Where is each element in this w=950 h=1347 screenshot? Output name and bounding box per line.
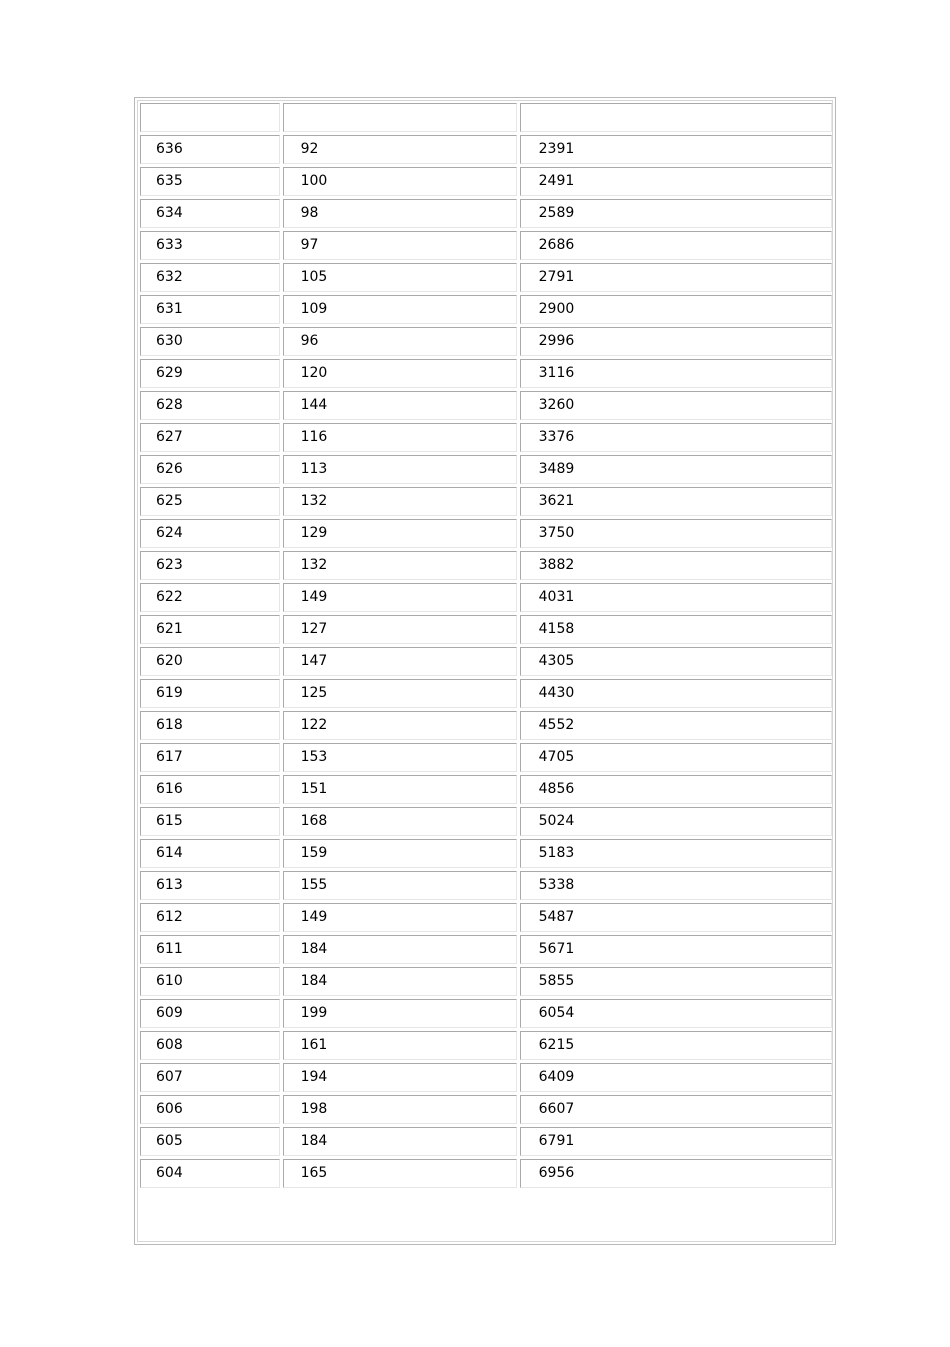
cumulative-cell: 5183	[520, 839, 832, 868]
score-cell: 632	[140, 263, 280, 292]
cumulative-cell: 5487	[520, 903, 832, 932]
cumulative-cell: 4856	[520, 775, 832, 804]
score-cell: 624	[140, 519, 280, 548]
cumulative-cell: 4430	[520, 679, 832, 708]
table-row	[140, 1063, 832, 1092]
table-row	[140, 839, 832, 868]
count-cell: 98	[283, 199, 517, 228]
table-row	[140, 391, 832, 420]
table-row	[140, 551, 832, 580]
count-cell: 120	[283, 359, 517, 388]
score-cell: 617	[140, 743, 280, 772]
table-row	[140, 1095, 832, 1124]
cumulative-cell: 5338	[520, 871, 832, 900]
score-cell: 604	[140, 1159, 280, 1188]
table-row	[140, 295, 832, 324]
count-cell: 113	[283, 455, 517, 484]
score-table	[137, 100, 833, 1191]
score-cell: 618	[140, 711, 280, 740]
count-cell: 96	[283, 327, 517, 356]
cumulative-cell: 2391	[520, 135, 832, 164]
table-row	[140, 679, 832, 708]
table-row	[140, 807, 832, 836]
score-cell: 611	[140, 935, 280, 964]
cumulative-cell: 3882	[520, 551, 832, 580]
count-cell: 129	[283, 519, 517, 548]
count-cell: 149	[283, 903, 517, 932]
count-cell: 144	[283, 391, 517, 420]
score-cell: 612	[140, 903, 280, 932]
count-cell: 155	[283, 871, 517, 900]
count-cell: 159	[283, 839, 517, 868]
table-row	[140, 135, 832, 164]
score-cell: 619	[140, 679, 280, 708]
cumulative-cell: 3116	[520, 359, 832, 388]
table-row	[140, 487, 832, 516]
cumulative-cell: 4031	[520, 583, 832, 612]
count-cell: 149	[283, 583, 517, 612]
cumulative-cell: 3489	[520, 455, 832, 484]
score-cell: 605	[140, 1127, 280, 1156]
cumulative-cell: 6956	[520, 1159, 832, 1188]
cumulative-cell: 2589	[520, 199, 832, 228]
score-cell: 628	[140, 391, 280, 420]
cumulative-cell: 3621	[520, 487, 832, 516]
table-row	[140, 231, 832, 260]
count-cell: 151	[283, 775, 517, 804]
score-table-inner	[137, 100, 833, 1242]
count-cell: 109	[283, 295, 517, 324]
table-header-row	[140, 103, 832, 132]
count-cell: 132	[283, 487, 517, 516]
score-cell: 625	[140, 487, 280, 516]
score-cell: 613	[140, 871, 280, 900]
count-cell: 116	[283, 423, 517, 452]
table-row	[140, 711, 832, 740]
cumulative-cell: 6215	[520, 1031, 832, 1060]
table-row	[140, 903, 832, 932]
count-cell: 105	[283, 263, 517, 292]
table-row	[140, 615, 832, 644]
count-cell: 153	[283, 743, 517, 772]
count-cell: 147	[283, 647, 517, 676]
cumulative-cell: 4552	[520, 711, 832, 740]
count-cell: 198	[283, 1095, 517, 1124]
count-cell: 92	[283, 135, 517, 164]
count-cell: 184	[283, 967, 517, 996]
count-cell: 161	[283, 1031, 517, 1060]
score-table-frame	[134, 97, 836, 1245]
count-cell: 194	[283, 1063, 517, 1092]
cumulative-cell: 5671	[520, 935, 832, 964]
table-row	[140, 967, 832, 996]
score-cell: 616	[140, 775, 280, 804]
cumulative-cell: 6409	[520, 1063, 832, 1092]
count-cell: 125	[283, 679, 517, 708]
cumulative-cell: 6607	[520, 1095, 832, 1124]
score-cell: 620	[140, 647, 280, 676]
score-cell: 631	[140, 295, 280, 324]
table-row	[140, 167, 832, 196]
score-cell: 626	[140, 455, 280, 484]
table-row	[140, 999, 832, 1028]
score-cell: 636	[140, 135, 280, 164]
count-cell: 97	[283, 231, 517, 260]
count-cell: 199	[283, 999, 517, 1028]
table-row	[140, 583, 832, 612]
score-cell: 610	[140, 967, 280, 996]
count-cell: 168	[283, 807, 517, 836]
count-cell: 184	[283, 1127, 517, 1156]
cumulative-cell: 2686	[520, 231, 832, 260]
header-cell-1	[140, 103, 280, 132]
cumulative-cell: 3750	[520, 519, 832, 548]
count-cell: 132	[283, 551, 517, 580]
table-row	[140, 359, 832, 388]
table-row	[140, 935, 832, 964]
cumulative-cell: 3260	[520, 391, 832, 420]
table-row	[140, 647, 832, 676]
header-cell-2	[283, 103, 517, 132]
cumulative-cell: 6054	[520, 999, 832, 1028]
cumulative-cell: 3376	[520, 423, 832, 452]
score-cell: 627	[140, 423, 280, 452]
table-row	[140, 263, 832, 292]
table-row	[140, 871, 832, 900]
cumulative-cell: 4705	[520, 743, 832, 772]
score-cell: 629	[140, 359, 280, 388]
table-row	[140, 1031, 832, 1060]
cumulative-cell: 2491	[520, 167, 832, 196]
cumulative-cell: 4305	[520, 647, 832, 676]
table-row	[140, 455, 832, 484]
table-row	[140, 743, 832, 772]
count-cell: 184	[283, 935, 517, 964]
table-row	[140, 423, 832, 452]
score-cell: 608	[140, 1031, 280, 1060]
score-cell: 633	[140, 231, 280, 260]
score-cell: 621	[140, 615, 280, 644]
cumulative-cell: 2996	[520, 327, 832, 356]
cumulative-cell: 5855	[520, 967, 832, 996]
cumulative-cell: 4158	[520, 615, 832, 644]
count-cell: 165	[283, 1159, 517, 1188]
score-cell: 630	[140, 327, 280, 356]
score-cell: 622	[140, 583, 280, 612]
score-cell: 635	[140, 167, 280, 196]
header-cell-3	[520, 103, 832, 132]
cumulative-cell: 5024	[520, 807, 832, 836]
score-cell: 634	[140, 199, 280, 228]
score-cell: 607	[140, 1063, 280, 1092]
count-cell: 127	[283, 615, 517, 644]
cumulative-cell: 2900	[520, 295, 832, 324]
cumulative-cell: 6791	[520, 1127, 832, 1156]
table-row	[140, 1127, 832, 1156]
score-cell: 606	[140, 1095, 280, 1124]
score-table-body	[140, 103, 832, 1188]
count-cell: 100	[283, 167, 517, 196]
cumulative-cell: 2791	[520, 263, 832, 292]
score-cell: 623	[140, 551, 280, 580]
count-cell: 122	[283, 711, 517, 740]
score-cell: 614	[140, 839, 280, 868]
table-row	[140, 327, 832, 356]
table-row	[140, 519, 832, 548]
table-row	[140, 775, 832, 804]
score-cell: 615	[140, 807, 280, 836]
table-row	[140, 199, 832, 228]
score-cell: 609	[140, 999, 280, 1028]
table-row	[140, 1159, 832, 1188]
